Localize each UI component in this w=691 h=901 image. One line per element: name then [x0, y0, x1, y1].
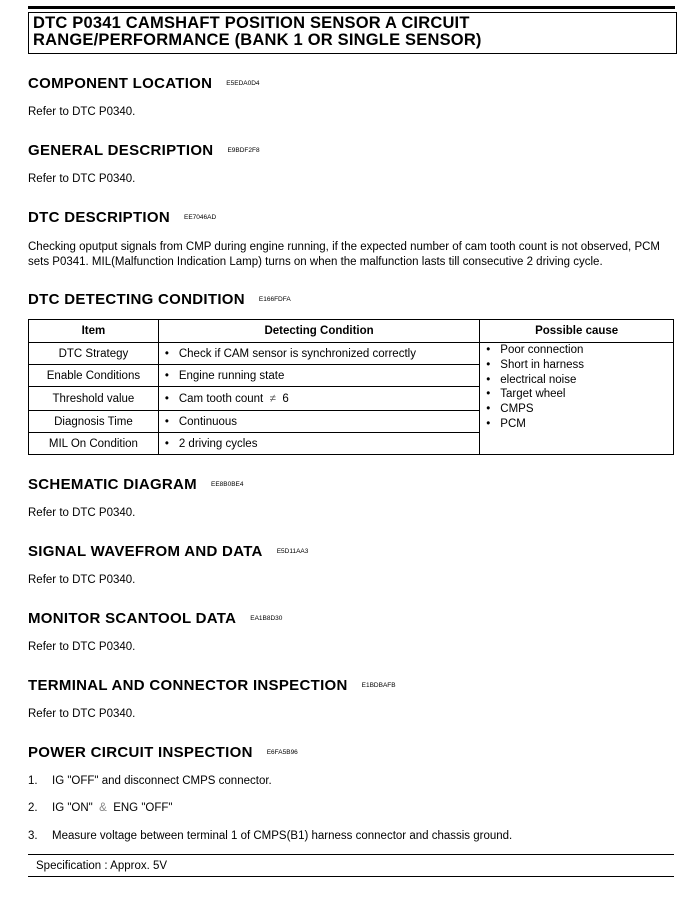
- title-line-1: DTC P0341 CAMSHAFT POSITION SENSOR A CIRCUIT: [33, 14, 470, 32]
- terminal-connector-heading: TERMINAL AND CONNECTOR INSPECTION E1BDBAFB: [28, 677, 396, 694]
- dtc-description-heading: DTC DESCRIPTION EE7046AD: [28, 209, 217, 226]
- dtc-condition-table: [28, 319, 674, 455]
- condition-text: Engine running state: [178, 369, 285, 382]
- monitor-scantool-heading: MONITOR SCANTOOL DATA EA1B8D30: [28, 610, 283, 627]
- section-code: EE7046AD: [184, 214, 217, 222]
- column-header: Detecting Condition: [158, 320, 479, 343]
- step-item: [28, 830, 512, 842]
- section-code: EE8B0BE4: [210, 481, 244, 489]
- bullet: •: [164, 437, 169, 450]
- step-text: ENG "OFF": [113, 802, 173, 814]
- table-header-row: [29, 320, 674, 343]
- bullet: •: [164, 347, 169, 360]
- item-cell: DTC Strategy: [29, 343, 159, 365]
- threshold-value: 6: [282, 392, 289, 405]
- condition-cell: [158, 387, 479, 411]
- spec-top-rule: [28, 854, 674, 855]
- bullet: •: [486, 388, 491, 401]
- cause-item: • Target wheel: [486, 388, 566, 401]
- condition-cell: [158, 343, 479, 365]
- bullet: •: [486, 403, 491, 416]
- bullet: •: [164, 415, 169, 428]
- bullet: •: [486, 417, 491, 430]
- title-line-2: RANGE/PERFORMANCE (BANK 1 OR SINGLE SENSOR): [33, 31, 482, 49]
- cause-item: • CMPS: [486, 403, 534, 416]
- condition-text: Continuous: [178, 415, 238, 428]
- section-code: EA1B8D30: [250, 615, 283, 623]
- step-item: [28, 802, 172, 814]
- item-cell: Diagnosis Time: [29, 411, 159, 433]
- signal-waveform-heading: SIGNAL WAVEFROM AND DATA E5D11AA3: [28, 543, 309, 560]
- section-code: E9BDF2F8: [227, 147, 260, 155]
- schematic-diagram-text: Refer to DTC P0340.: [28, 507, 136, 519]
- general-description-text: Refer to DTC P0340.: [28, 173, 136, 185]
- signal-waveform-text: Refer to DTC P0340.: [28, 574, 136, 586]
- cause-item: • Poor connection: [486, 344, 584, 356]
- section-code: E5EDA0D4: [226, 80, 260, 88]
- table-row: [29, 343, 674, 365]
- possible-cause-cell: [480, 343, 674, 455]
- bullet: •: [164, 392, 169, 405]
- condition-text: Cam tooth count: [178, 392, 264, 405]
- bullet: •: [164, 369, 169, 382]
- section-code: E5D11AA3: [276, 548, 309, 556]
- section-code: E6FA5B96: [266, 749, 298, 757]
- power-circuit-heading: POWER CIRCUIT INSPECTION E6FA5B96: [28, 744, 298, 761]
- schematic-diagram-heading: SCHEMATIC DIAGRAM EE8B0BE4: [28, 476, 244, 493]
- not-equal-symbol: ≠: [269, 392, 276, 405]
- page-title: [28, 12, 677, 54]
- cause-item: • electrical noise: [486, 373, 577, 386]
- component-location-heading: COMPONENT LOCATION E5EDA0D4: [28, 75, 260, 92]
- ampersand-symbol: &: [99, 802, 107, 814]
- step-number: 1.: [28, 775, 38, 787]
- top-rule: [28, 6, 675, 9]
- condition-text: Check if CAM sensor is synchronized correctly: [178, 347, 416, 360]
- general-description-heading: GENERAL DESCRIPTION E9BDF2F8: [28, 142, 260, 159]
- step-item: [28, 775, 272, 787]
- bullet: •: [486, 373, 491, 386]
- condition-cell: [158, 365, 479, 387]
- specification-text: Specification : Approx. 5V: [36, 860, 168, 872]
- cause-item: • Short in harness: [486, 358, 585, 371]
- item-cell: Enable Conditions: [29, 365, 159, 387]
- condition-cell: [158, 433, 479, 455]
- item-cell: MIL On Condition: [29, 433, 159, 455]
- condition-text: 2 driving cycles: [178, 437, 258, 450]
- item-cell: Threshold value: [29, 387, 159, 411]
- step-number: 2.: [28, 802, 38, 814]
- step-text: IG "ON": [52, 802, 93, 814]
- dtc-detecting-condition-heading: DTC DETECTING CONDITION E166FDFA: [28, 291, 291, 308]
- column-header: Possible cause: [480, 320, 674, 343]
- step-text: IG "OFF" and disconnect CMPS connector.: [52, 775, 272, 787]
- section-code: E166FDFA: [258, 296, 291, 304]
- terminal-connector-text: Refer to DTC P0340.: [28, 708, 136, 720]
- step-text: Measure voltage between terminal 1 of CMPS(B1) harness connector and chassis ground.: [52, 830, 513, 842]
- cause-item: • PCM: [486, 417, 526, 430]
- spec-bottom-rule: [28, 876, 674, 877]
- step-number: 3.: [28, 830, 38, 842]
- column-header: Item: [29, 320, 159, 343]
- bullet: •: [486, 344, 491, 356]
- bullet: •: [486, 358, 491, 371]
- dtc-description-text: Checking oputput signals from CMP during engine running, if the expected number of cam tooth count is not observed, PCM sets P0341. MIL(Malfunction Indication Lamp) turns on when the malfunction lasts till consecutive 2 driving cycle.: [28, 241, 661, 268]
- section-code: E1BDBAFB: [361, 682, 396, 690]
- component-location-text: Refer to DTC P0340.: [28, 106, 136, 118]
- condition-cell: [158, 411, 479, 433]
- monitor-scantool-text: Refer to DTC P0340.: [28, 641, 136, 653]
